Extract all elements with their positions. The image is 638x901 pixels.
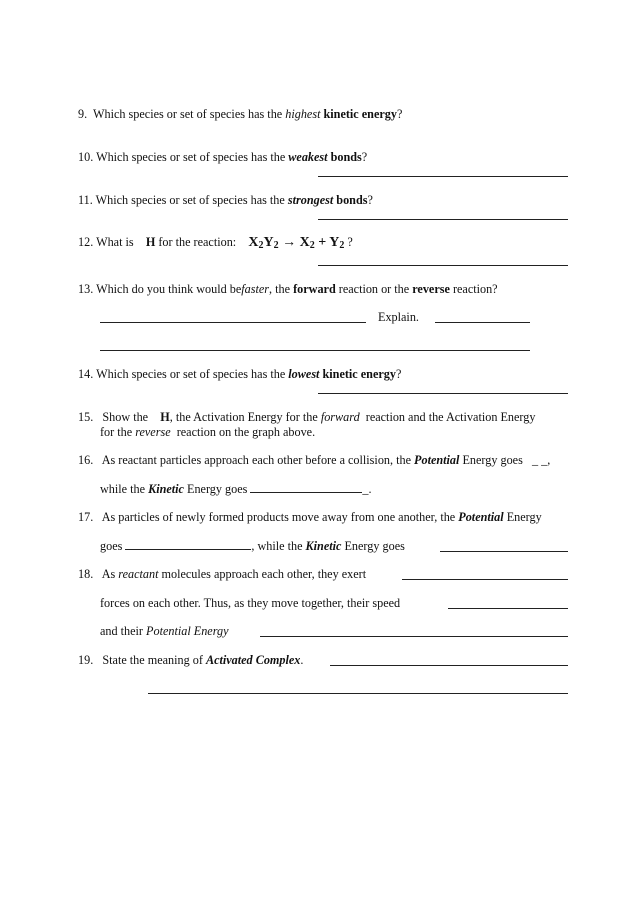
question-18-cont: forces on each other. Thus, as they move together, their speed — [100, 596, 401, 610]
question-19: 19. State the meaning of Activated Complex. — [78, 653, 304, 667]
question-10: 10. Which species or set of species has the weakest bonds? — [78, 150, 368, 164]
question-17-cont: goes , while the Kinetic Energy goes — [100, 539, 405, 553]
answer-line-19b[interactable] — [148, 693, 568, 694]
answer-line-19a[interactable] — [330, 665, 568, 666]
answer-line-18b[interactable] — [448, 608, 568, 609]
answer-line-17a[interactable] — [125, 549, 251, 550]
question-18: 18. As reactant molecules approach each other, they exert — [78, 567, 367, 581]
question-12: 12. What is H for the reaction: $X_2Y_2 \to X_2 + Y_2$ ? — [78, 235, 353, 251]
question-15-cont: for the reverse reaction on the graph above. — [100, 425, 316, 439]
question-16: 16. As reactant particles approach each other before a collision, the Potential Energy goes _ _, — [78, 453, 551, 467]
arrow-icon: → — [282, 235, 297, 250]
explain-label: Explain. — [378, 310, 419, 324]
answer-line-10[interactable] — [318, 176, 568, 177]
answer-line-18a[interactable] — [402, 579, 568, 580]
reaction-equation: $X_2Y_2 \to X_2 + Y_2$ — [248, 235, 345, 251]
answer-line-17b[interactable] — [440, 551, 568, 552]
answer-line-11[interactable] — [318, 219, 568, 220]
question-16-cont: while the Kinetic Energy goes _. — [100, 482, 372, 496]
answer-line-12[interactable] — [318, 265, 568, 266]
answer-line-13b[interactable] — [435, 322, 530, 323]
answer-line-13a[interactable] — [100, 322, 366, 323]
answer-line-14[interactable] — [318, 393, 568, 394]
answer-line-13c[interactable] — [100, 350, 530, 351]
question-15: 15. Show the H, the Activation Energy for the forward reaction and the Activation Energy — [78, 410, 536, 424]
question-14: 14. Which species or set of species has the lowest kinetic energy? — [78, 367, 402, 381]
question-11: 11. Which species or set of species has the strongest bonds? — [78, 193, 373, 207]
question-9: 9. Which species or set of species has the highest kinetic energy? — [78, 107, 403, 121]
answer-line-16[interactable] — [250, 492, 362, 493]
question-17: 17. As particles of newly formed products move away from one another, the Potential Energy — [78, 510, 542, 524]
question-13: 13. Which do you think would befaster, the forward reaction or the reverse reaction? — [78, 282, 498, 296]
answer-line-18c[interactable] — [260, 636, 568, 637]
question-18-cont2: and their Potential Energy — [100, 624, 229, 638]
